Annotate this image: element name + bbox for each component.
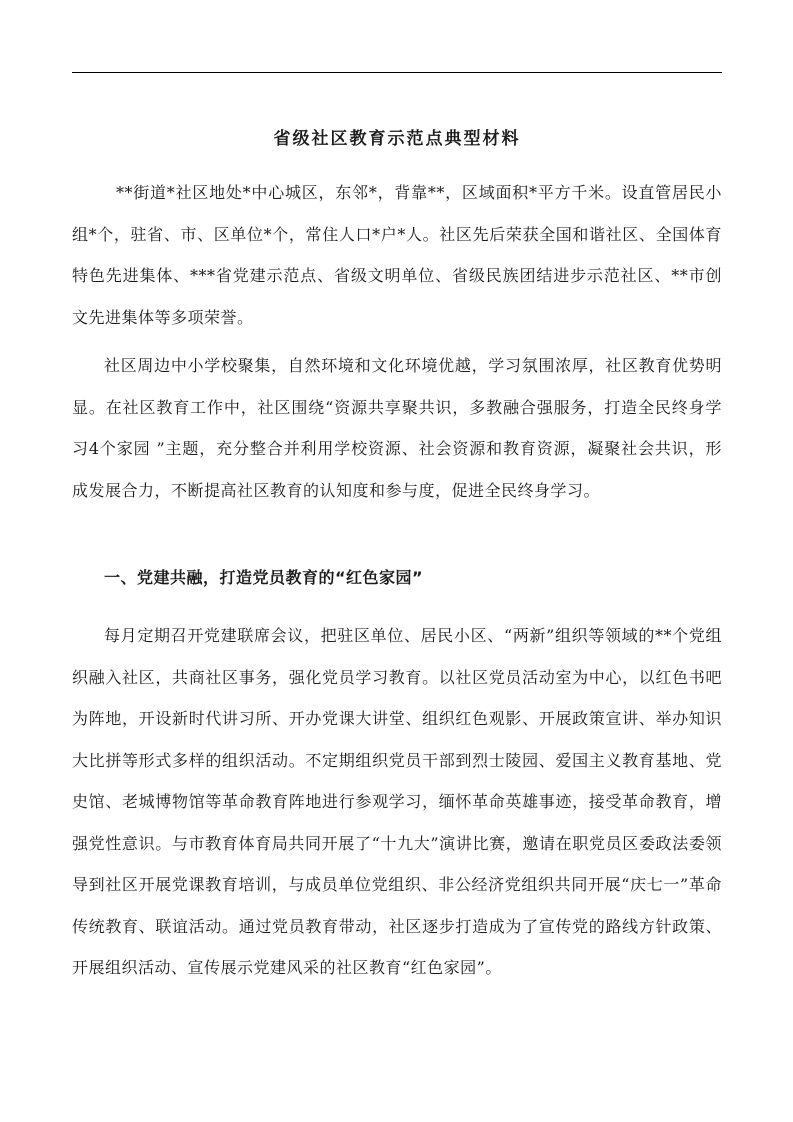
section-paragraph: 每月定期召开党建联席会议，把驻区单位、居民小区、“两新”组织等领域的**个党组织融入社区，共商社区事务，强化党员学习教育。以社区党员活动室为中心，以红色书吧为阵地，开设新时代讲习所、开办党课大讲堂、组织红色观影、开展政策宣讲、举办知识大比拼等形式多样的组织活动。不定期组织党员干部到烈士陵园、爱国主义教育基地、党史馆、老城博物馆等革命教育阵地进行参观学习，缅怀革命英雄事迹，接受革命教育，增强党性意识。与市教育体育局共同开展了“十九大”演讲比赛，邀请在职党员区委政法委领导到社区开展党课教育培训，与成员单位党组织、非公经济党组织共同开展“庆七一”革命传统教育、联谊活动。通过党员教育带动，社区逐步打造成为了宣传党的路线方针政策、开展组织活动、宣传展示党建风采的社区教育“红色家园”。 bbox=[72, 626, 722, 977]
intro-paragraph: **街道*社区地处*中心城区，东邻*，背靠**，区域面积*平方千米。设直管居民小组*个，驻省、市、区单位*个，常住人口*户*人。社区先后荣获全国和谐社区、全国体育特色先进集体、***省党建示范点、省级文明单位、省级民族团结进步示范社区、**市创文先进集体等多项荣誉。 bbox=[72, 183, 722, 327]
document-title: 省级社区教育示范点典型材料 bbox=[273, 129, 521, 149]
header-rule bbox=[72, 72, 722, 73]
section-heading: 一、党建共融，打造党员教育的“红色家园” bbox=[104, 568, 424, 587]
overview-paragraph: 社区周边中小学校聚集，自然环境和文化环境优越，学习氛围浓厚，社区教育优势明显。在社区教育工作中，社区围绕“资源共享聚共识，多教融合强服务，打造全民终身学习4个家园 ”主题，充分整合并利用学校资源、社会资源和教育资源，凝聚社会共识，形成发展合力，不断提高社区教育的认知度和参与度，促进全民终身学习。 bbox=[72, 356, 722, 500]
